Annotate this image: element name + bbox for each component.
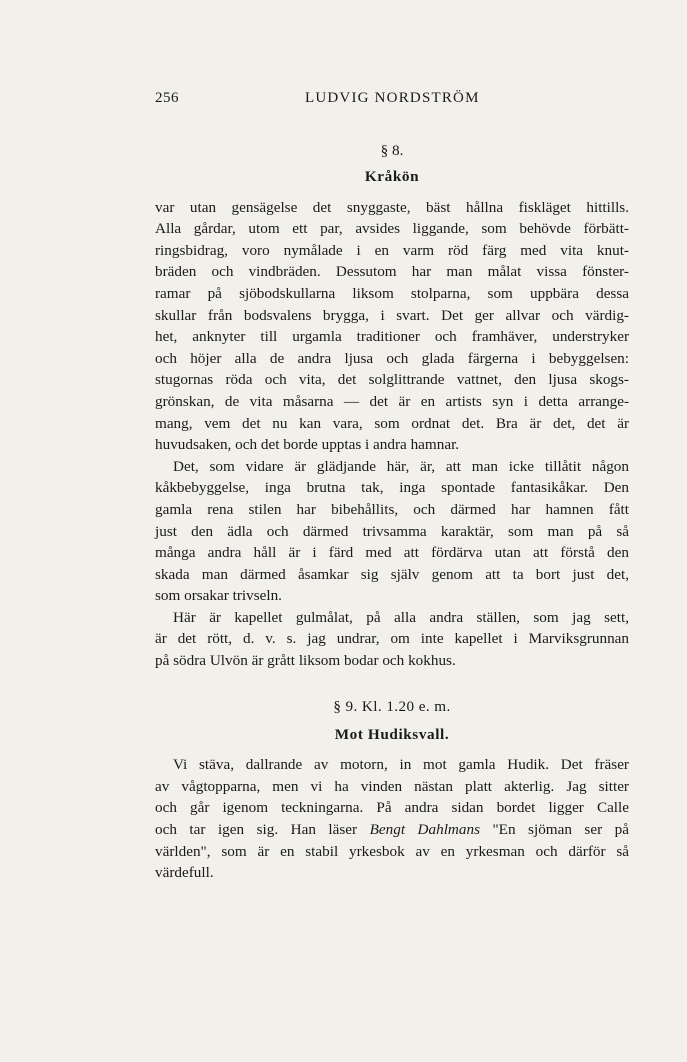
text-line: gamla rena stilen har bibehållits, och därmed har hamnen fått xyxy=(155,500,629,518)
text-line: Vi stäva, dallrande av motorn, in mot gamla Hudik. Det fräser xyxy=(173,756,629,774)
text-line: av vågtopparna, men vi ha vinden nästan platt akterlig. Jag sitter xyxy=(155,777,629,795)
running-head xyxy=(155,90,635,110)
page-number: 256 xyxy=(155,90,179,106)
running-title: LUDVIG NORDSTRÖM xyxy=(305,90,480,106)
paragraph xyxy=(155,456,629,607)
text-line: kåkbebyggelse, inga brutna tak, inga spontade fantasikåkar. Den xyxy=(155,479,629,497)
text-line: är det rött, d. v. s. jag undrar, om inte kapellet i Marviksgrunnan xyxy=(155,630,629,648)
paragraph xyxy=(155,607,629,672)
italic-title: Bengt Dahlmans xyxy=(369,821,480,839)
text-line: het, anknyter till urgamla traditioner och framhäver, understryker xyxy=(155,328,629,346)
paragraph xyxy=(155,197,629,456)
text-line: ringsbidrag, voro nymålade i en varm röd färg med vita knut- xyxy=(155,241,629,259)
text-line: mang, vem det nu kan vara, som ordnat det. Bra är det, det är xyxy=(155,414,629,432)
text-line: skada man därmed åsamkar sig själv genom att ta bort just det, xyxy=(155,565,629,583)
text-line: på södra Ulvön är grått liksom bodar och kokhus. xyxy=(155,652,456,670)
text-line: som orsakar trivseln. xyxy=(155,587,282,605)
paragraph xyxy=(155,754,629,884)
text-line: ramar på sjöbodskullarna liksom stolparna, som uppbära dessa xyxy=(155,284,629,302)
text-line: var utan gensägelse det snyggaste, bäst hållna fiskläget hittills. xyxy=(155,198,629,216)
text-line: bräden och vindbräden. Dessutom har man målat vissa fönster- xyxy=(155,263,629,281)
text-line: många andra håll är i färd med att fördärva utan att förstå den xyxy=(155,544,629,562)
text-line: värdefull. xyxy=(155,864,214,882)
text-line: just den ädla och därmed trivsamma karaktär, som man på så xyxy=(155,522,629,540)
section-mark: § 9. Kl. 1.20 e. m. xyxy=(333,697,451,715)
text-line: Här är kapellet gulmålat, på alla andra ställen, som jag sett, xyxy=(173,608,629,626)
text-line: huvudsaken, och det borde upptas i andra hamnar. xyxy=(155,436,460,454)
text-block xyxy=(155,140,629,884)
text-line: och tar igen sig. Han läser Bengt Dahlmans "En sjöman ser på xyxy=(155,821,629,839)
text-line: grönskan, de vita måsarna — det är en artists syn i detta arrange- xyxy=(155,392,629,410)
section-mark: § 8. xyxy=(380,142,404,159)
text-line: världen", som är en stabil yrkesbok av en yrkesman och därför så xyxy=(155,842,629,860)
text-line: och går igenom teckningarna. På andra sidan bordet ligger Calle xyxy=(155,799,629,817)
text-line: skullar från bodsvalens brygga, i svart. Det ger allvar och värdig- xyxy=(155,306,629,324)
text-line: Alla gårdar, utom ett par, avsides liggande, som behövde förbätt- xyxy=(155,220,629,238)
text-line: stugornas röda och vita, det solglittrande vattnet, den ljusa skogs- xyxy=(155,371,629,389)
text-line: Det, som vidare är glädjande här, är, att man icke tillåtit någon xyxy=(173,457,629,475)
section-title: Mot Hudiksvall. xyxy=(334,725,450,743)
section-title: Kråkön xyxy=(364,168,420,185)
text-line: och höjer alla de andra ljusa och glada färgerna i bebyggelsen: xyxy=(155,349,629,367)
